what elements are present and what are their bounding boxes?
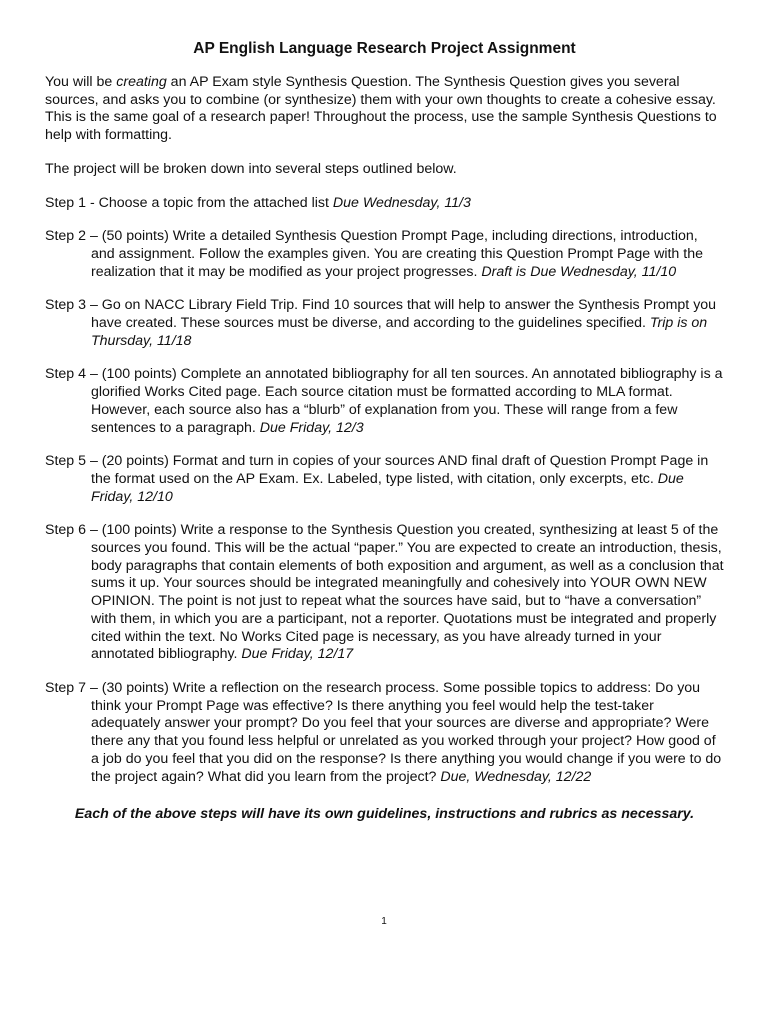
- step-4: [45, 366, 724, 437]
- intro-emphasis: creating: [116, 74, 167, 90]
- footer-note: Each of the above steps will have its own guidelines, instructions and rubrics as necessary.: [74, 806, 695, 823]
- step-due-date: Trip is on Thursday, 11/18: [91, 315, 708, 349]
- step-due-date: Due Friday, 12/10: [91, 470, 684, 505]
- page-number: 1: [381, 916, 387, 927]
- step-due-date: Due, Wednesday, 12/22: [440, 768, 592, 785]
- step-3: [45, 297, 724, 350]
- intro-text-end: an AP Exam style Synthesis Question. The Synthesis Question gives you several sources, and asks you to combine (or synthesize) them with your own thoughts to create a cohesive essay. This is the same goal of a research paper! Throughout the process, use the sample Synthesis Questions to help with formatting.: [45, 74, 717, 144]
- step-due-date: Due Friday, 12/3: [259, 419, 364, 436]
- overview-paragraph: The project will be broken down into several steps outlined below.: [45, 160, 457, 177]
- intro-paragraph: [45, 74, 724, 145]
- step-text: Step 2 – (50 points) Write a detailed Synthesis Question Prompt Page, including directions, introduction, and assignment. Follow the examples given. You are creating this Question Prompt Page with the realization that it may be modified as your project progresses.: [45, 228, 703, 280]
- step-text: Step 4 – (100 points) Complete an annotated bibliography for all ten sources. An annotated bibliography is a glorified Works Cited page. Each source citation must be formatted according to MLA format. However, each source also has a “blurb” of explanation from you. These will range from a few sentences to a paragraph.: [45, 366, 723, 436]
- step-6: [45, 522, 724, 664]
- intro-text-start: You will be: [45, 74, 117, 90]
- step-due-date: Draft is Due Wednesday, 11/10: [481, 263, 677, 280]
- step-1: [45, 195, 724, 213]
- step-5: [45, 453, 724, 506]
- step-text: Step 7 – (30 points) Write a reflection on the research process. Some possible topics to address: Do you think your Prompt Page was effective? Is there anything you feel would help the test-taker adequately answer your prompt? Do you feel that your sources are diverse and appropriate? Were there any that you found less helpful or unrelated as you worked through your project? How good of a job do you feel that you did on the response? Is there anything you would change if you were to do the project again? What did you learn from the project?: [45, 679, 722, 785]
- step-text: Step 1 - Choose a topic from the attached list: [45, 194, 333, 211]
- step-text: Step 6 – (100 points) Write a response to the Synthesis Question you created, synthesizing at least 5 of the sources you found. This will be the actual “paper.” You are expected to create an introduction, thesis, body paragraphs that contain elements of both exposition and argument, as well as a conclusion that sums it up. Your sources should be integrated meaningfully and cohesively into YOUR OWN NEW OPINION. The point is not just to repeat what the sources have said, but to “have a conversation” with them, in which you are a participant, not a reporter. Quotations must be integrated and properly cited within the text. No Works Cited page is necessary, as you have already turned in your annotated bibliography.: [45, 522, 724, 663]
- step-7: [45, 680, 724, 786]
- step-text: Step 5 – (20 points) Format and turn in copies of your sources AND final draft of Question Prompt Page in the format used on the AP Exam. Ex. Labeled, type listed, with citation, only excerpts, etc.: [45, 453, 709, 487]
- step-2: [45, 228, 724, 281]
- step-due-date: Due Friday, 12/17: [241, 646, 354, 663]
- step-due-date: Due Wednesday, 11/3: [332, 194, 471, 211]
- step-text: Step 3 – Go on NACC Library Field Trip. Find 10 sources that will help to answer the Synthesis Prompt you have created. These sources must be diverse, and according to the guidelines specified.: [45, 297, 717, 332]
- document-title: AP English Language Research Project Assignment: [193, 40, 576, 57]
